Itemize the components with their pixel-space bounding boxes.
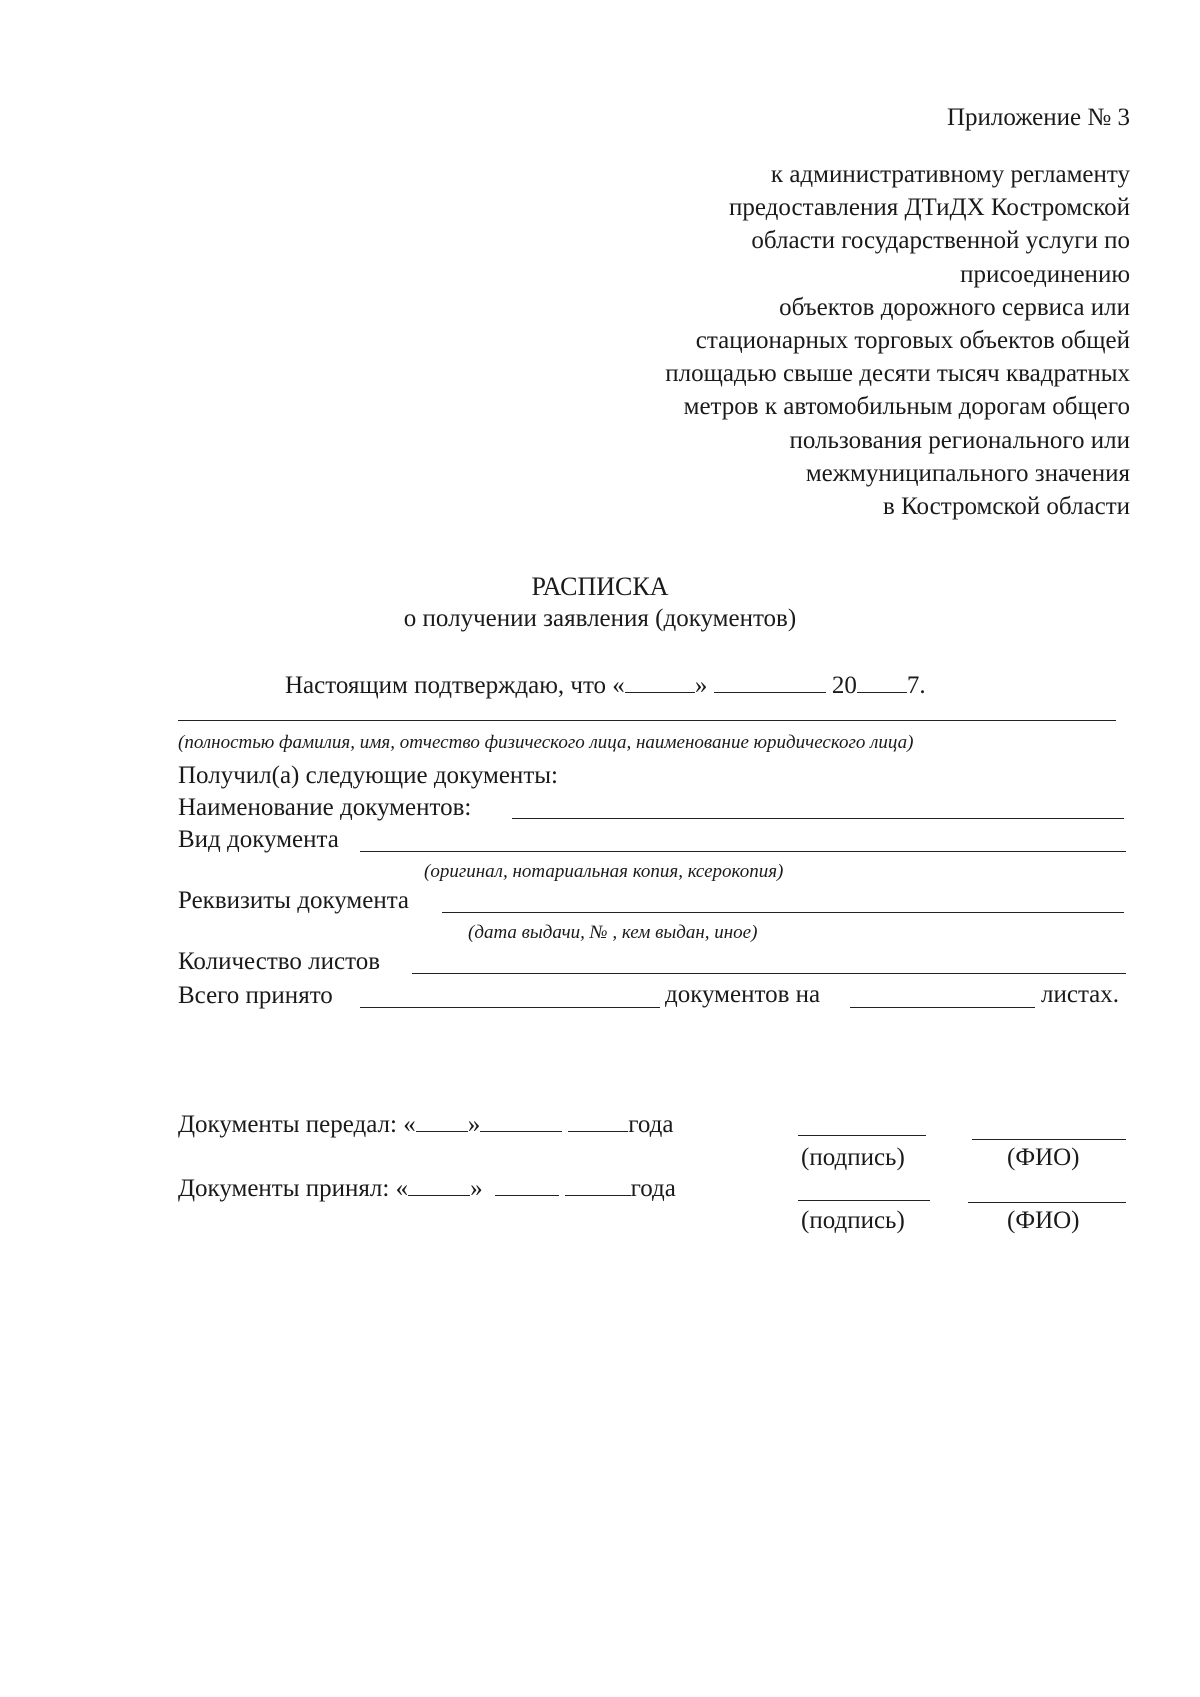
document-subtitle: о получении заявления (документов)	[403, 605, 797, 632]
confirm-close-quote: »	[694, 672, 708, 699]
accepted-fio-line[interactable]	[968, 1202, 1126, 1203]
doc-names-label: Наименование документов:	[178, 794, 472, 821]
accepted-signature-caption: (подпись)	[801, 1207, 905, 1234]
handed-year-word: года	[628, 1111, 674, 1138]
doc-details-label: Реквизиты документа	[178, 887, 410, 914]
total-prefix: Всего принято	[178, 982, 333, 1009]
handed-label	[178, 1111, 673, 1139]
accepted-month-blank[interactable]	[495, 1175, 559, 1196]
doc-type-label: Вид документа	[178, 826, 339, 853]
annex-line: площадью свыше десяти тысяч квадратных	[665, 360, 1130, 388]
annex-line: присоединению	[960, 260, 1130, 288]
accepted-day-blank[interactable]	[408, 1175, 470, 1196]
year-blank[interactable]	[857, 672, 907, 693]
total-docs-line[interactable]	[360, 1007, 660, 1008]
confirm-prefix: Настоящим подтверждаю, что «	[285, 672, 625, 699]
annex-line: межмуниципального значения	[805, 459, 1130, 487]
annex-line: области государственной услуги по	[751, 227, 1130, 255]
handed-month-blank[interactable]	[480, 1111, 562, 1132]
name-line[interactable]	[178, 720, 1116, 721]
total-sheets-line[interactable]	[850, 1007, 1035, 1008]
annex-line: предоставления ДТиДХ Костромской	[729, 194, 1130, 222]
handed-fio-caption: (ФИО)	[1007, 1144, 1080, 1171]
accepted-signature-line[interactable]	[798, 1200, 930, 1201]
handed-fio-line[interactable]	[972, 1139, 1126, 1140]
sheets-label: Количество листов	[178, 948, 381, 975]
annex-title: Приложение № 3	[946, 104, 1130, 131]
year-suffix: 7.	[906, 672, 926, 699]
total-suffix: листах.	[1041, 981, 1120, 1008]
doc-type-line[interactable]	[360, 851, 1126, 852]
annex-line: пользования регионального или	[789, 426, 1130, 454]
doc-details-hint: (дата выдачи, № , кем выдан, иное)	[468, 922, 758, 943]
accepted-close-quote: »	[470, 1175, 483, 1202]
annex-line: объектов дорожного сервиса или	[779, 293, 1130, 321]
sheets-line[interactable]	[412, 973, 1126, 974]
doc-details-line[interactable]	[442, 912, 1124, 913]
year-prefix: 20	[831, 672, 857, 699]
doc-type-hint: (оригинал, нотариальная копия, ксерокопия)	[424, 861, 784, 882]
accepted-fio-caption: (ФИО)	[1007, 1207, 1080, 1234]
accepted-year-blank[interactable]	[565, 1175, 631, 1196]
doc-names-line[interactable]	[512, 818, 1124, 819]
accepted-label-text: Документы принял: «	[178, 1175, 409, 1202]
accepted-year-word: года	[630, 1175, 676, 1202]
document-title: РАСПИСКА	[531, 572, 669, 601]
received-label: Получил(а) следующие документы:	[178, 762, 558, 789]
day-blank[interactable]	[625, 672, 695, 693]
annex-line: в Костромской области	[883, 493, 1130, 521]
handed-signature-line[interactable]	[798, 1135, 926, 1136]
annex-reference	[530, 158, 1130, 523]
name-hint: (полностью фамилия, имя, отчество физического лица, наименование юридического лица)	[178, 732, 914, 753]
annex-line: метров к автомобильным дорогам общего	[683, 393, 1130, 421]
annex-line: к административному регламенту	[770, 161, 1130, 188]
handed-label-text: Документы передал: «	[178, 1111, 416, 1138]
month-blank[interactable]	[714, 672, 826, 693]
annex-line: стационарных торговых объектов общей	[695, 327, 1130, 355]
handed-close-quote: »	[467, 1111, 481, 1138]
confirm-line	[285, 672, 926, 698]
handed-day-blank[interactable]	[416, 1111, 468, 1132]
handed-signature-caption: (подпись)	[801, 1144, 905, 1171]
total-middle: документов на	[665, 981, 821, 1008]
accepted-label	[178, 1175, 676, 1203]
handed-year-blank[interactable]	[568, 1111, 628, 1132]
